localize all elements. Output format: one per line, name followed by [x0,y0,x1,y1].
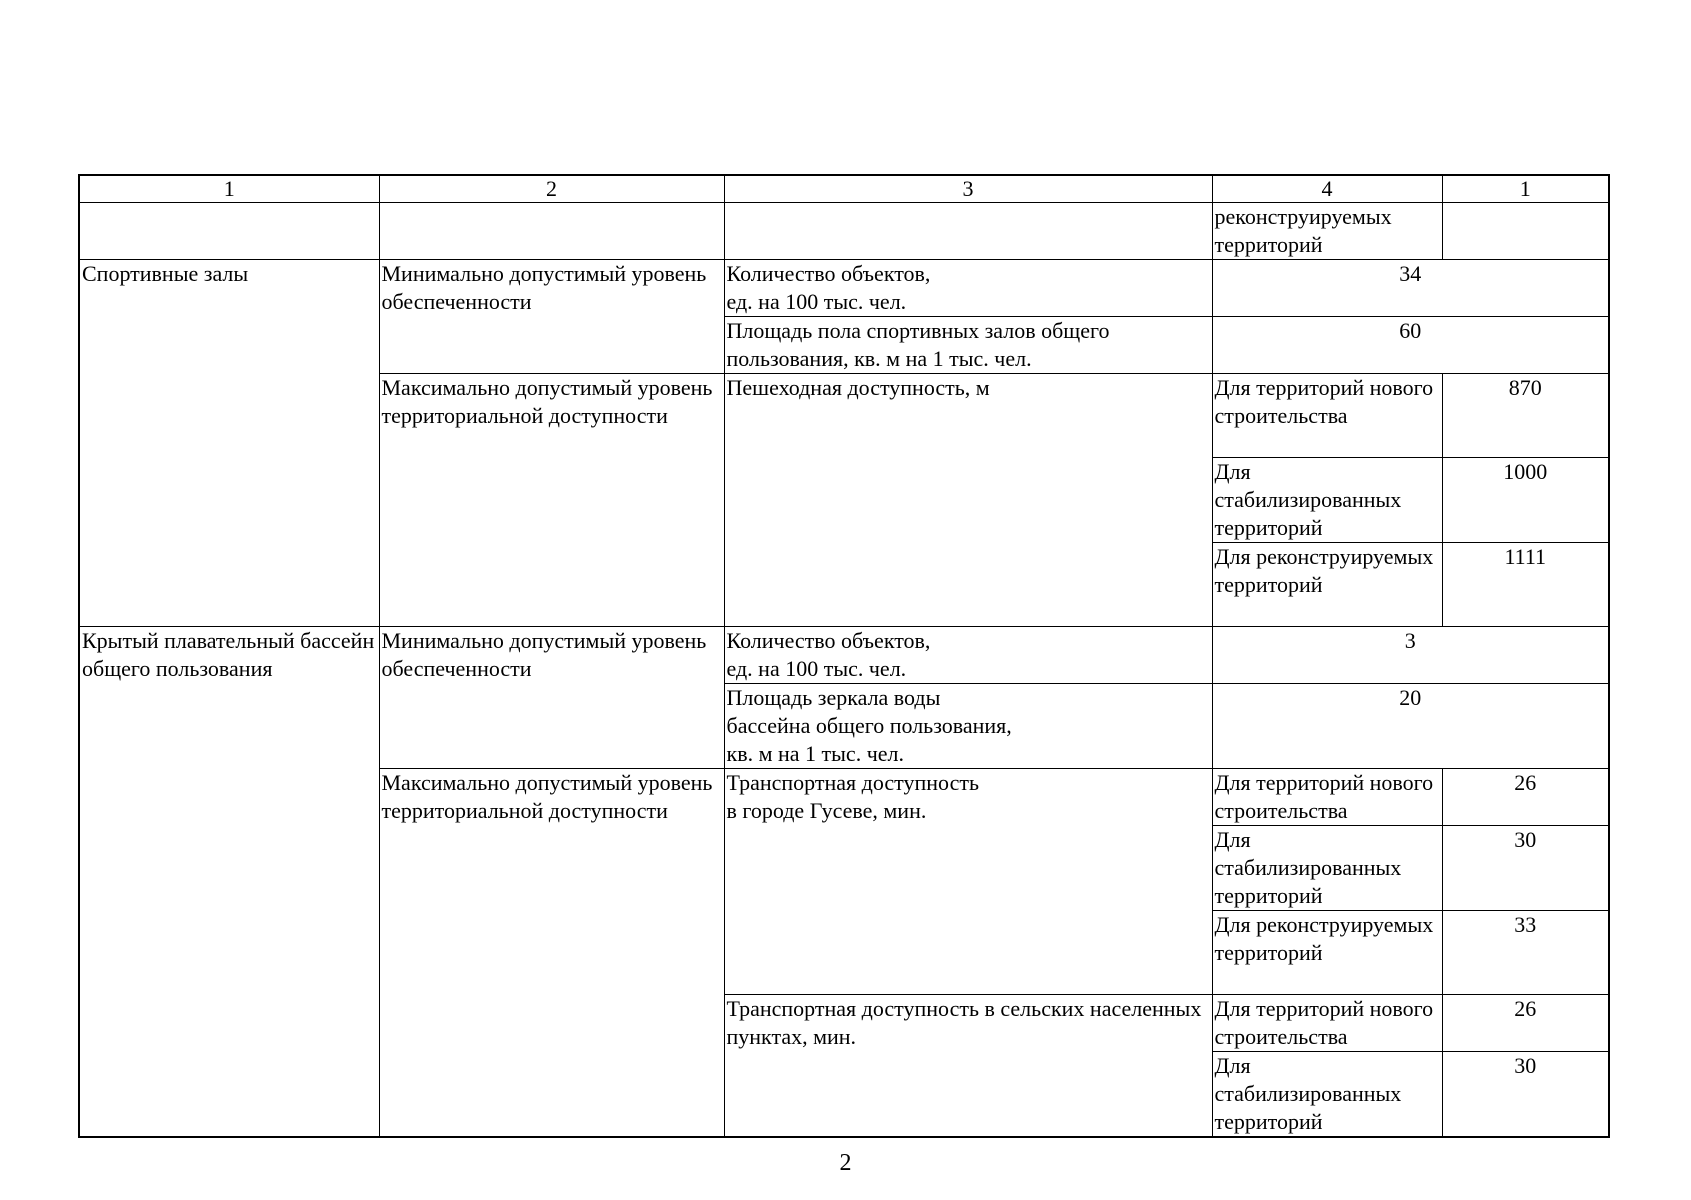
pool-rural-territory-stabilized: Для стабилизированных территорий [1212,1052,1442,1138]
sport-halls-territory-stabilized: Для стабилизированных территорий [1212,458,1442,543]
continuation-cell-2 [379,203,724,260]
pool-city-territory-reconstructed: Для реконструируемых территорий [1212,911,1442,995]
pool-city-indicator-line2: в городе Гусеве, мин. [726,798,927,823]
header-col-2: 2 [379,175,724,203]
sport-halls-floor-value: 60 [1212,317,1609,374]
header-col-4: 4 [1212,175,1442,203]
pool-city-territory-new: Для территорий нового строительства [1212,769,1442,826]
sport-halls-territory-reconstructed: Для реконструируемых территорий [1212,543,1442,627]
sport-halls-floor-indicator: Площадь пола спортивных залов общего пользования, кв. м на 1 тыс. чел. [724,317,1212,374]
header-col-3: 3 [724,175,1212,203]
pool-facility: Крытый плавательный бассейн общего пользования [79,627,379,1138]
continuation-cell-5 [1442,203,1609,260]
pool-city-indicator-line1: Транспортная доступность [726,770,979,795]
sport-halls-value-new: 870 [1442,374,1609,458]
sport-halls-count-indicator-line2: ед. на 100 тыс. чел. [726,289,907,314]
pool-water-value: 20 [1212,684,1609,769]
pool-city-value-new: 26 [1442,769,1609,826]
continuation-cell-1 [79,203,379,260]
sport-halls-count-value: 34 [1212,260,1609,317]
pool-rural-value-stabilized: 30 [1442,1052,1609,1138]
table-header-row [79,175,1609,203]
sport-halls-max-level: Максимально допустимый уровень территориальной доступности [379,374,724,627]
sport-halls-value-stabilized: 1000 [1442,458,1609,543]
pool-city-value-reconstructed: 33 [1442,911,1609,995]
continuation-cell-3 [724,203,1212,260]
pool-count-indicator [724,627,1212,684]
continuation-territory: реконструируемых территорий [1212,203,1442,260]
pool-min-level: Минимально допустимый уровень обеспеченности [379,627,724,769]
pool-city-value-stabilized: 30 [1442,826,1609,911]
sport-halls-min-level: Минимально допустимый уровень обеспеченности [379,260,724,374]
pool-count-row [79,627,1609,684]
pool-count-indicator-line2: ед. на 100 тыс. чел. [726,656,907,681]
sport-halls-territory-new: Для территорий нового строительства [1212,374,1442,458]
header-col-5: 1 [1442,175,1609,203]
pool-water-indicator [724,684,1212,769]
pool-rural-value-new: 26 [1442,995,1609,1052]
pool-count-value: 3 [1212,627,1609,684]
norms-table [78,174,1610,1138]
pool-water-indicator-line1: Площадь зеркала воды [726,685,941,710]
pool-rural-territory-new: Для территорий нового строительства [1212,995,1442,1052]
sport-halls-count-row [79,260,1609,317]
norms-table-container [78,174,1608,1138]
sport-halls-value-reconstructed: 1111 [1442,543,1609,627]
sport-halls-count-indicator [724,260,1212,317]
sport-halls-count-indicator-line1: Количество объектов, [726,261,931,286]
continuation-row [79,203,1609,260]
pool-rural-indicator: Транспортная доступность в сельских населенных пунктах, мин. [724,995,1212,1138]
pool-max-level: Максимально допустимый уровень территориальной доступности [379,769,724,1138]
pool-water-indicator-line2: бассейна общего пользования, [726,713,1012,738]
pool-water-indicator-line3: кв. м на 1 тыс. чел. [726,741,905,766]
pool-city-indicator [724,769,1212,995]
header-col-1: 1 [79,175,379,203]
sport-halls-walk-indicator: Пешеходная доступность, м [724,374,1212,627]
pool-city-territory-stabilized: Для стабилизированных территорий [1212,826,1442,911]
pool-count-indicator-line1: Количество объектов, [726,628,931,653]
sport-halls-facility: Спортивные залы [79,260,379,627]
page-number: 2 [839,1150,852,1176]
